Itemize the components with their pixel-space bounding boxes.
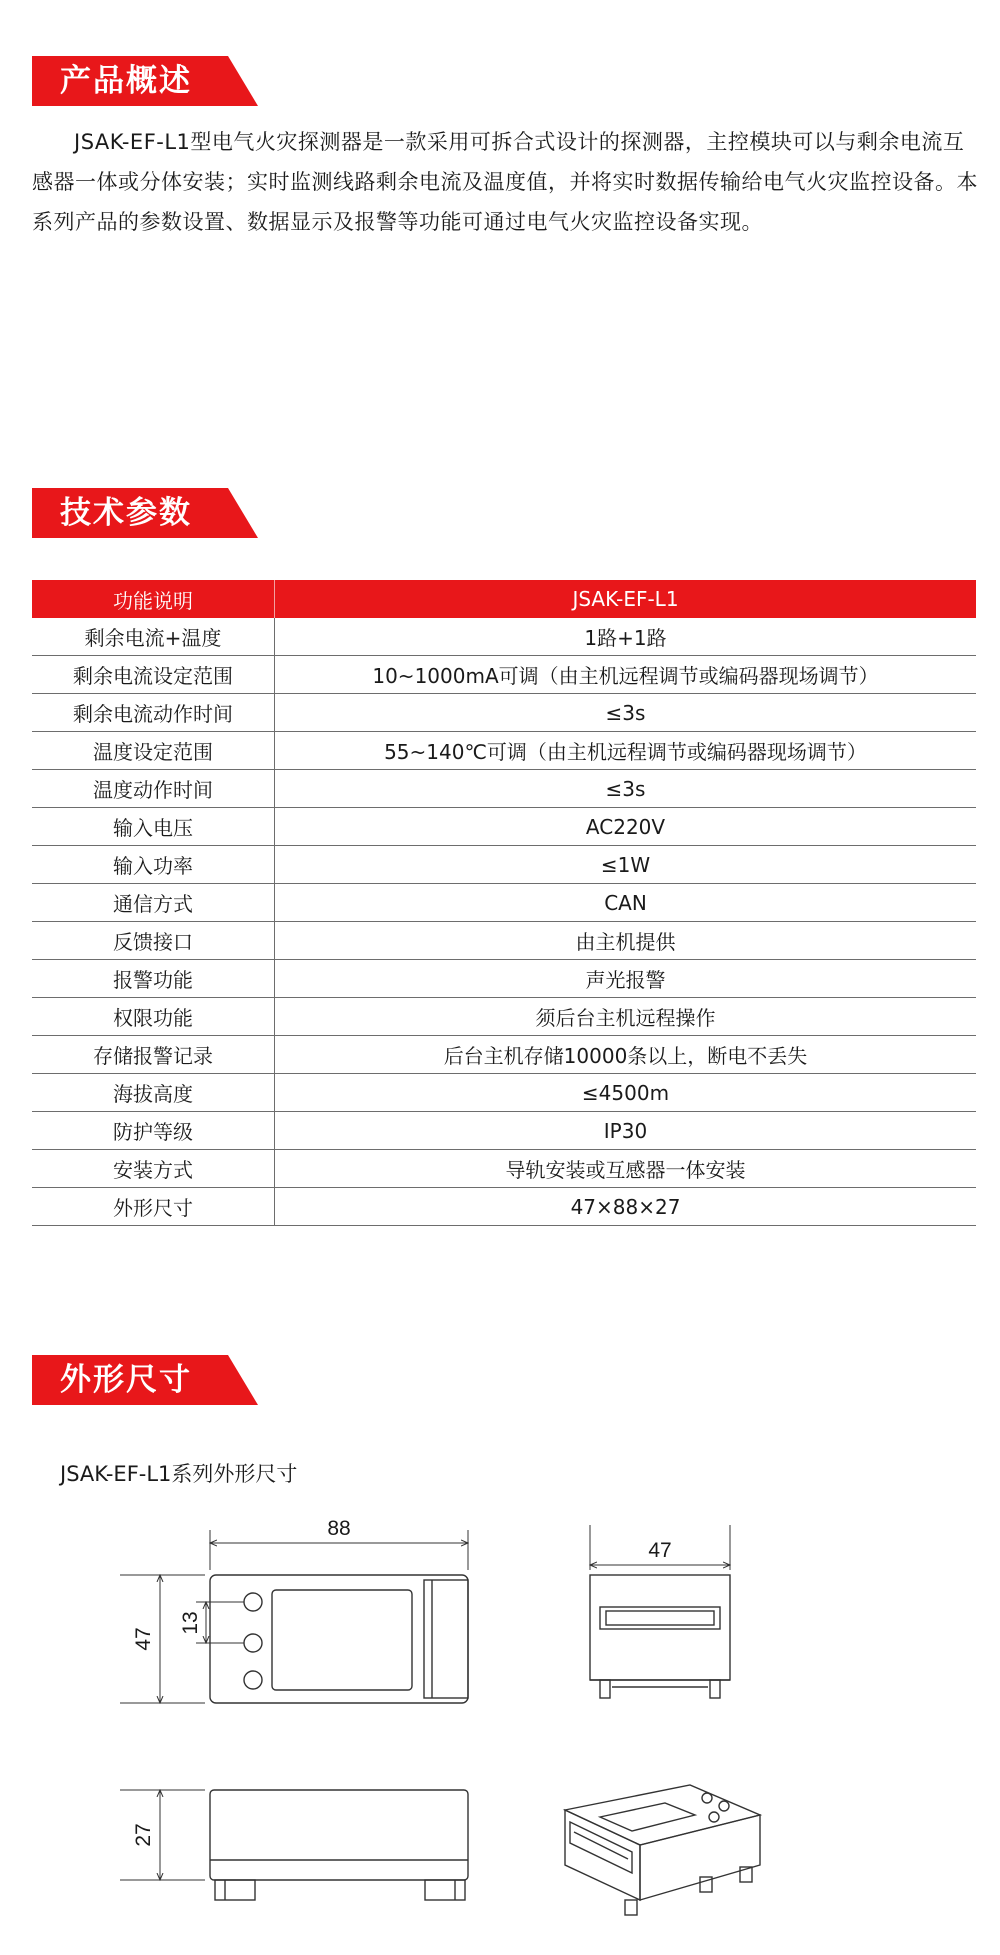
param-name: 报警功能 bbox=[32, 960, 275, 998]
table-row bbox=[32, 732, 976, 770]
param-name: 剩余电流动作时间 bbox=[32, 694, 275, 732]
param-value: 10~1000mA可调（由主机远程调节或编码器现场调节） bbox=[275, 656, 977, 694]
param-name: 剩余电流设定范围 bbox=[32, 656, 275, 694]
table-row bbox=[32, 694, 976, 732]
param-value: 由主机提供 bbox=[275, 922, 977, 960]
param-value: ≤3s bbox=[275, 694, 977, 732]
param-value: AC220V bbox=[275, 808, 977, 846]
dimension-label-height: 47 bbox=[132, 1627, 155, 1651]
dimension-label-width: 88 bbox=[327, 1517, 351, 1540]
overview-paragraph: JSAK-EF-L1型电气火灾探测器是一款采用可拆合式设计的探测器，主控模块可以与剩余电流互感器一体或分体安装；实时监测线路剩余电流及温度值，并将实时数据传输给电气火灾监控设备。本系列产品的参数设置、数据显示及报警等功能可通过电气火灾监控设备实现。 bbox=[32, 130, 978, 234]
param-value: 55~140℃可调（由主机远程调节或编码器现场调节） bbox=[275, 732, 977, 770]
param-value: 声光报警 bbox=[275, 960, 977, 998]
spec-table bbox=[32, 580, 976, 1226]
param-name: 防护等级 bbox=[32, 1112, 275, 1150]
table-row bbox=[32, 922, 976, 960]
dimension-label-depth: 27 bbox=[132, 1823, 155, 1847]
param-value: 须后台主机远程操作 bbox=[275, 998, 977, 1036]
param-value: 47×88×27 bbox=[275, 1188, 977, 1226]
table-row bbox=[32, 1036, 976, 1074]
param-name: 反馈接口 bbox=[32, 922, 275, 960]
table-row bbox=[32, 846, 976, 884]
front-view bbox=[120, 1530, 468, 1703]
param-name: 通信方式 bbox=[32, 884, 275, 922]
isometric-view bbox=[565, 1785, 760, 1915]
table-header-cell: 功能说明 bbox=[32, 580, 275, 618]
param-name: 剩余电流+温度 bbox=[32, 618, 275, 656]
section-title: 外形尺寸 bbox=[60, 1362, 192, 1398]
param-value: ≤3s bbox=[275, 770, 977, 808]
dimensions-subtitle: JSAK-EF-L1系列外形尺寸 bbox=[60, 1462, 298, 1486]
param-name: 海拔高度 bbox=[32, 1074, 275, 1112]
param-value: 导轨安装或互感器一体安装 bbox=[275, 1150, 977, 1188]
table-row bbox=[32, 770, 976, 808]
dimension-label-side-width: 47 bbox=[648, 1539, 672, 1562]
dimension-drawing bbox=[0, 1495, 1000, 1935]
param-name: 外形尺寸 bbox=[32, 1188, 275, 1226]
table-row bbox=[32, 960, 976, 998]
bottom-view bbox=[120, 1790, 468, 1900]
dimension-label-hole-pitch: 13 bbox=[179, 1611, 202, 1635]
table-row bbox=[32, 618, 976, 656]
table-row bbox=[32, 1188, 976, 1226]
table-row bbox=[32, 1074, 976, 1112]
section-banner-params bbox=[32, 488, 258, 538]
section-banner-dimensions bbox=[32, 1355, 258, 1405]
table-row bbox=[32, 656, 976, 694]
param-name: 安装方式 bbox=[32, 1150, 275, 1188]
section-title: 产品概述 bbox=[60, 63, 192, 99]
param-value: ≤4500m bbox=[275, 1074, 977, 1112]
param-value: IP30 bbox=[275, 1112, 977, 1150]
table-row bbox=[32, 998, 976, 1036]
table-row bbox=[32, 884, 976, 922]
table-header-cell: JSAK-EF-L1 bbox=[275, 580, 977, 618]
param-name: 权限功能 bbox=[32, 998, 275, 1036]
param-name: 温度动作时间 bbox=[32, 770, 275, 808]
param-name: 温度设定范围 bbox=[32, 732, 275, 770]
section-banner-overview bbox=[32, 56, 258, 106]
param-value: 后台主机存储10000条以上，断电不丢失 bbox=[275, 1036, 977, 1074]
table-row bbox=[32, 808, 976, 846]
table-header-row bbox=[32, 580, 976, 618]
param-name: 输入功率 bbox=[32, 846, 275, 884]
param-name: 输入电压 bbox=[32, 808, 275, 846]
param-value: CAN bbox=[275, 884, 977, 922]
table-row bbox=[32, 1150, 976, 1188]
table-row bbox=[32, 1112, 976, 1150]
param-value: ≤1W bbox=[275, 846, 977, 884]
section-title: 技术参数 bbox=[60, 495, 192, 531]
param-value: 1路+1路 bbox=[275, 618, 977, 656]
param-name: 存储报警记录 bbox=[32, 1036, 275, 1074]
